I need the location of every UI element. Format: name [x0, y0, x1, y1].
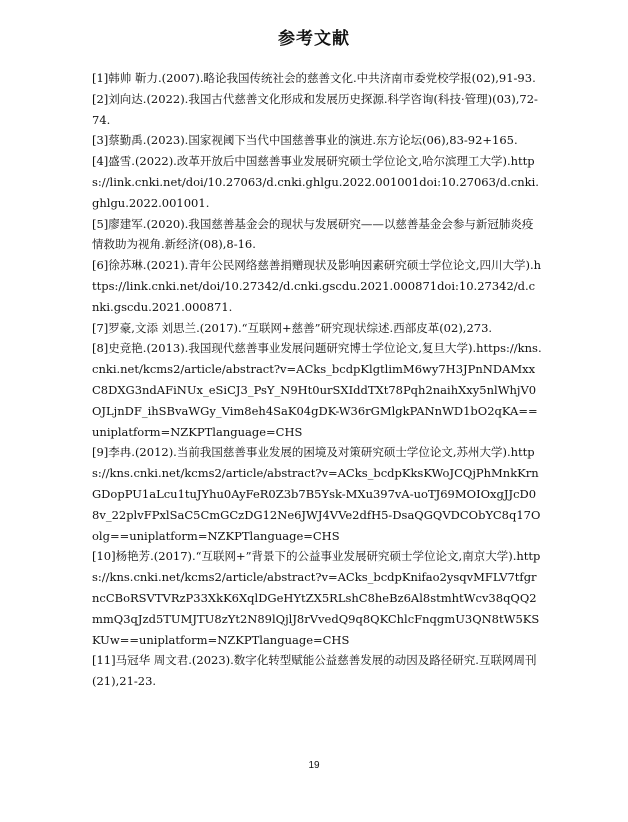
reference-item-11: [11]马冠华 周文君.(2023).数字化转型赋能公益慈善发展的动因及路径研究.互联网周刊(21),21-23.: [92, 653, 537, 689]
reference-item-5: [5]廖建军.(2020).我国慈善基金会的现状与发展研究——以慈善基金会参与新冠肺炎疫情救助为视角.新经济(08),8-16.: [92, 216, 534, 252]
reference-item-8: [8]史竞艳.(2013).我国现代慈善事业发展问题研究博士学位论文,复旦大学).https://kns.cnki.net/kcms2/article/abstract?v=ACks_bcdpKlgtlimM6wy7H3JPnNDAMxxC8DXG3ndAFiNUx_eSiCJ3_PsY_N9Ht0urSXIddTXt78Pqh2naihXxy5nlWhjV0OJLjnDF_ihSBvaWGy_Vim8eh4SaK04gDK-W36rGMlgkPANnWD1bO2qKA==uniplatform=NZKPTlanguage=CHS: [92, 341, 542, 439]
reference-item-7: [7]罗豪,文添 刘思兰.(2017).“互联网+慈善”研究现状综述.西部皮革(02),273.: [92, 320, 493, 335]
page-number: 19: [308, 760, 320, 771]
reference-item-1: [1]韩帅 靳力.(2007).略论我国传统社会的慈善文化.中共济南市委党校学报(02),91-93.: [92, 71, 536, 85]
reference-list: [92, 68, 542, 692]
reference-item-9: [9]李冉.(2012).当前我国慈善事业发展的困境及对策研究硕士学位论文,苏州大学).https://kns.cnki.net/kcms2/article/abstract?v=ACks_bcdpKksKWoJCQjPhMnkKrnGDopPU1aLcu1tuJYhu0AyFeR0Z3b7B5Ysk-MXu397vA-uoTJ69MOIOxgJJcD08v_22plvFPxlSaC5CmGCzDG12Ne6JWJ4VVe2dfH5-DsaQGQVDCObYC8q17Oolg==uniplatform=NZKPTlanguage=CHS: [92, 445, 541, 543]
page-title: 参考文献: [278, 29, 350, 49]
reference-item-10: [10]杨艳芳.(2017).“互联网+”背景下的公益事业发展研究硕士学位论文,南京大学).https://kns.cnki.net/kcms2/article/abstract?v=ACks_bcdpKnifao2ysqvMFLV7tfgrncCBoRSVTVRzP33XkK6XqlDGeHYtZX5RLshC8heBz6Al8stmhtWcv38qQQ2mmQ3qJzd5TUMJTU8zYt2N89lQjlJ8rVvedQ9q8QKChlcFnqgmU3QN8tW5KSKUw==uniplatform=NZKPTlanguage=CHS: [92, 549, 541, 647]
reference-item-3: [3]蔡勤禹.(2023).国家视阈下当代中国慈善事业的演进.东方论坛(06),83-92+165.: [92, 133, 518, 148]
reference-item-4: [4]盛雪.(2022).改革开放后中国慈善事业发展研究硕士学位论文,哈尔滨理工大学).https://link.cnki.net/doi/10.27063/d.cnki.ghlgu.2022.001001doi:10.27063/d.cnki.ghlgu.2022.001001.: [92, 154, 539, 210]
reference-item-6: [6]徐苏琳.(2021).青年公民网络慈善捐赠现状及影响因素研究硕士学位论文,四川大学).https://link.cnki.net/doi/10.27342/d.cnki.gscdu.2021.000871doi:10.27342/d.cnki.gscdu.2021.000871.: [92, 258, 542, 314]
reference-item-2: [2]刘向达.(2022).我国古代慈善文化形成和发展历史探源.科学咨询(科技·管理)(03),72-74.: [92, 91, 538, 127]
